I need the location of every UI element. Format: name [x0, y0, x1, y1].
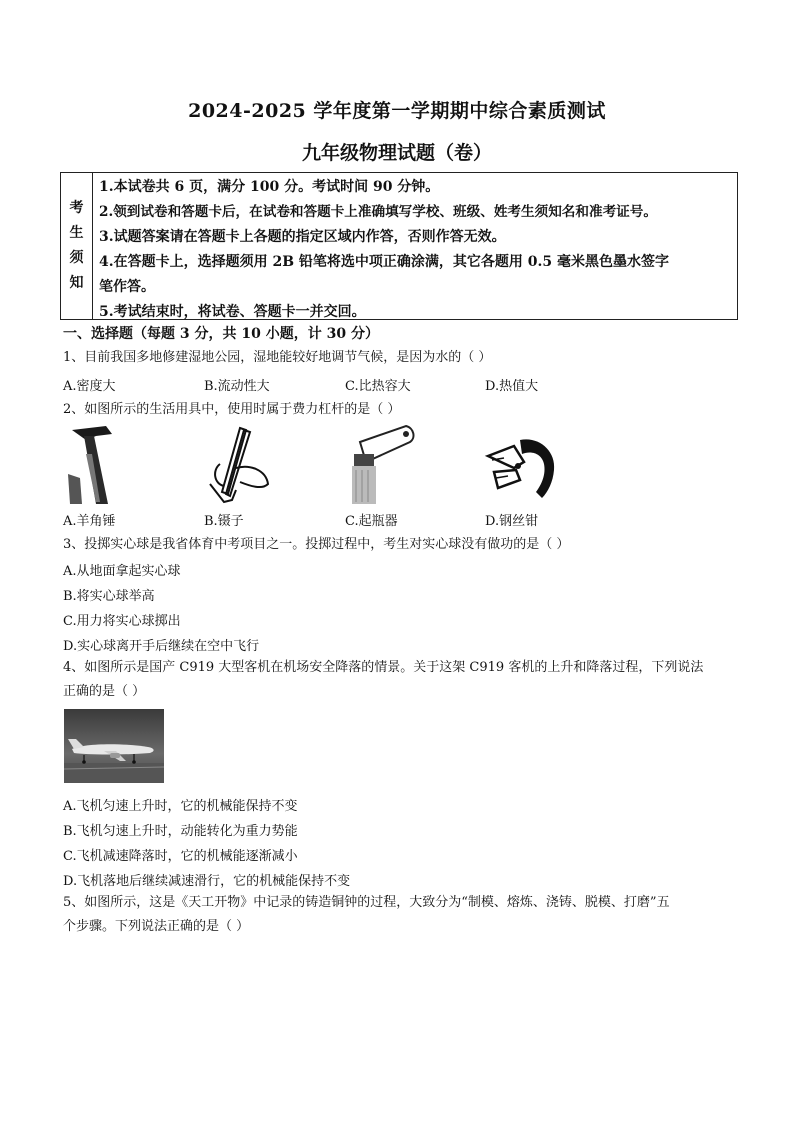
exam-title: 2024-2025 学年度第一学期期中综合素质测试 — [188, 100, 606, 122]
notice-body — [93, 173, 737, 319]
notice-box — [60, 172, 738, 320]
q4-option-d: D.飞机落地后继续减速滑行，它的机械能保持不变 — [63, 874, 351, 889]
q2-option-a: A.羊角锤 — [63, 514, 116, 529]
notice-line: 3.试题答案请在答题卡上各题的指定区域内作答，否则作答无效。 — [99, 229, 506, 245]
notice-line: 4.在答题卡上，选择题须用 2B 铅笔将选中项正确涂满，其它各题用 0.5 毫米黑色墨水签字 — [99, 254, 670, 270]
section-title: 一、选择题（每题 3 分，共 10 小题，计 30 分） — [63, 326, 379, 342]
q2-stem: 2、如图所示的生活用具中，使用时属于费力杠杆的是（ ） — [63, 402, 401, 417]
q5-stem-line2: 个步骤。下列说法正确的是（ ） — [63, 919, 250, 934]
q2-option-c: C.起瓶器 — [345, 514, 398, 529]
q3-option-c: C.用力将实心球掷出 — [63, 614, 181, 629]
notice-label — [61, 173, 93, 319]
q2-option-b: B.镊子 — [204, 514, 244, 529]
q1-option-a: A.密度大 — [63, 379, 116, 394]
q3-option-d: D.实心球离开手后继续在空中飞行 — [63, 639, 260, 654]
notice-label-char: 生 — [69, 225, 84, 241]
notice-line: 5.考试结束时，将试卷、答题卡一并交回。 — [99, 304, 366, 320]
q1-stem: 1、目前我国多地修建湿地公园，湿地能较好地调节气候，是因为水的（ ） — [63, 350, 492, 365]
pliers-icon — [484, 432, 558, 502]
q5-stem-line1: 5、如图所示，这是《天工开物》中记录的铸造铜钟的过程，大致分为“制模、熔炼、浇铸、脱模、打磨”五 — [63, 895, 670, 910]
exam-subtitle: 九年级物理试题（卷） — [301, 142, 492, 164]
q4-option-b: B.飞机匀速上升时，动能转化为重力势能 — [63, 824, 298, 839]
q4-option-c: C.飞机减速降落时，它的机械能逐渐减小 — [63, 849, 298, 864]
q4-option-a: A.飞机匀速上升时，它的机械能保持不变 — [63, 799, 298, 814]
notice-line: 笔作答。 — [99, 279, 155, 295]
q1-option-d: D.热值大 — [485, 379, 539, 394]
claw-hammer-icon — [66, 424, 118, 506]
q3-option-b: B.将实心球举高 — [63, 589, 155, 604]
bottle-opener-icon — [350, 424, 416, 504]
q3-stem: 3、投掷实心球是我省体育中考项目之一。投掷过程中，考生对实心球没有做功的是（ ） — [63, 537, 570, 552]
notice-line: 2.领到试卷和答题卡后，在试卷和答题卡上准确填写学校、班级、姓考生须知名和准考证号。 — [99, 204, 657, 220]
notice-label-char: 知 — [69, 275, 84, 291]
q4-stem-line1: 4、如图所示是国产 C919 大型客机在机场安全降落的情景。关于这架 C919 客机的上升和降落过程，下列说法 — [63, 660, 704, 675]
q4-stem-line2: 正确的是（ ） — [63, 684, 146, 699]
airplane-landing-photo — [64, 709, 164, 783]
notice-label-char: 须 — [69, 250, 84, 266]
tweezers-icon — [206, 424, 274, 504]
q1-option-c: C.比热容大 — [345, 379, 411, 394]
q1-option-b: B.流动性大 — [204, 379, 270, 394]
q3-option-a: A.从地面拿起实心球 — [63, 564, 181, 579]
q2-option-d: D.钢丝钳 — [485, 514, 539, 529]
notice-line: 1.本试卷共 6 页，满分 100 分。考试时间 90 分钟。 — [99, 179, 440, 195]
notice-label-char: 考 — [69, 200, 84, 216]
